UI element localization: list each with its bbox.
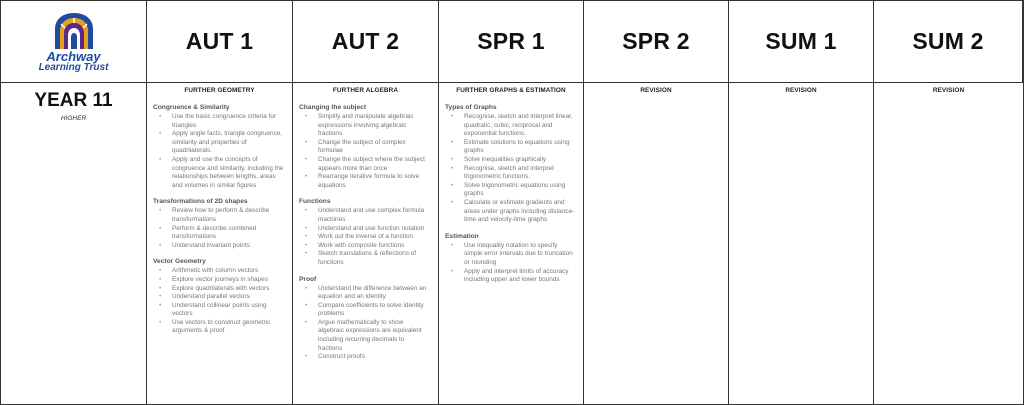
objective-item: • Understand and use function notation: [299, 225, 432, 234]
column-title: FURTHER GRAPHS & ESTIMATION: [456, 87, 566, 94]
archway-crest-icon: [51, 11, 97, 51]
objective-item: • Work with composite functions: [299, 242, 432, 251]
objective-item: • Explore vector journeys in shapes: [153, 276, 286, 285]
term-header-aut1: [147, 1, 293, 83]
topic-section: [153, 258, 286, 336]
objective-item: • Understand and use complex formula machines: [299, 207, 432, 224]
topic-heading: Functions: [299, 198, 331, 206]
objective-item: • Estimate solutions to equations using graphs: [445, 139, 577, 156]
topic-section: [153, 198, 286, 250]
term-header-sum2: [874, 1, 1023, 83]
topic-section: [153, 104, 286, 190]
objective-item: • Understand parallel vectors: [153, 293, 286, 302]
objective-item: • Understand the difference between an equation and an identity: [299, 285, 432, 302]
year-cell: [1, 83, 147, 404]
term-header-spr2: [584, 1, 729, 83]
column-title: REVISION: [640, 87, 672, 94]
term-label: SPR 1: [477, 28, 545, 54]
objective-item: • Perform & describe combined transformations: [153, 225, 286, 242]
term-column: [147, 83, 293, 404]
objective-item: • Arithmetic with column vectors: [153, 267, 286, 276]
objective-item: • Review how to perform & describe transformations: [153, 207, 286, 224]
objective-item: • Recognise, sketch and interpret linear, quadratic, cubic, reciprocal and exponential functions.: [445, 113, 577, 139]
topic-heading: Changing the subject: [299, 104, 367, 111]
objective-item: • Solve inequalities graphically: [445, 156, 577, 165]
objective-item: • Use inequality notation to specify simple error intervals due to truncation or rounding: [445, 242, 577, 268]
objective-list: [299, 207, 432, 267]
column-title: FURTHER GEOMETRY: [184, 87, 255, 94]
term-label: SPR 2: [622, 28, 690, 54]
objective-list: [153, 267, 286, 336]
objective-item: • Simplify and manipulate algebraic expressions involving algebraic fractions: [299, 113, 432, 139]
objective-item: • Explore quadrilaterals with vectors: [153, 285, 286, 294]
logo-text: [38, 48, 109, 73]
logo-line1: Archway: [46, 48, 101, 64]
objective-item: • Understand collinear points using vectors: [153, 302, 286, 319]
objective-item: • Change the subject of complex formulae: [299, 139, 432, 156]
topic-heading: Types of Graphs: [445, 104, 497, 111]
topic-section: [299, 276, 432, 362]
objective-item: • Use the basic congruence criteria for triangles: [153, 113, 286, 130]
topic-section: [299, 198, 432, 267]
term-label: SUM 2: [912, 28, 984, 54]
topic-section: [299, 104, 432, 190]
objective-item: • Solve trigonometric equations using graphs: [445, 182, 577, 199]
term-label: AUT 1: [185, 28, 254, 54]
topic-heading: Congruence & Similarity: [153, 104, 230, 111]
topic-heading: Proof: [299, 275, 317, 283]
column-title: REVISION: [932, 87, 965, 94]
term-column: [729, 83, 874, 404]
objective-list: [153, 207, 286, 250]
objective-item: • Recognise, sketch and interpret trigonometric functions.: [445, 165, 577, 182]
logo-line2: Learning Trust: [38, 61, 109, 73]
topic-heading: Transformations of 2D shapes: [153, 198, 248, 206]
term-column: [874, 83, 1023, 404]
objective-item: • Argue mathematically to show algebraic expressions are equivalent including recurring decimals to fractions: [299, 319, 432, 353]
term-header-sum1: [729, 1, 874, 83]
objective-item: • Apply and interpret limits of accuracy including upper and lower bounds: [445, 268, 577, 285]
objective-item: • Compare coefficients to solve identity problems: [299, 302, 432, 319]
objective-item: • Sketch translations & reflections of functions: [299, 250, 432, 267]
topic-section: [445, 104, 577, 225]
objective-item: • Apply and use the concepts of congruence and similarity, including the relationships between lengths, areas and volumes in similar figures: [153, 156, 286, 190]
year-subtitle: HIGHER: [60, 115, 87, 122]
term-header-spr1: [439, 1, 584, 83]
objective-item: • Construct proofs: [299, 353, 432, 362]
topic-heading: Estimation: [445, 232, 479, 240]
term-label: AUT 2: [331, 28, 400, 54]
logo-cell: [1, 1, 147, 83]
topic-section: [445, 233, 577, 285]
objective-item: • Apply angle facts, triangle congruence, similarity and properties of quadrilaterals.: [153, 130, 286, 156]
objective-item: • Use vectors to construct geometric arguments & proof: [153, 319, 286, 336]
term-column: [293, 83, 439, 404]
objective-list: [445, 242, 577, 285]
objective-item: • Calculate or estimate gradients and areas under graphs including distance-time and velocity-time graphs: [445, 199, 577, 225]
column-title: REVISION: [785, 87, 817, 94]
objective-list: [445, 113, 577, 225]
objective-item: • Understand invariant points: [153, 242, 286, 251]
objective-list: [299, 113, 432, 190]
term-column: [439, 83, 584, 404]
term-label: SUM 1: [765, 28, 837, 54]
objective-list: [153, 113, 286, 190]
term-column: [584, 83, 729, 404]
topic-heading: Vector Geometry: [153, 258, 206, 266]
term-header-aut2: [293, 1, 439, 83]
objective-list: [299, 285, 432, 362]
objective-item: • Rearrange iterative formula to solve equations: [299, 173, 432, 190]
objective-item: • Work out the inverse of a function: [299, 233, 432, 242]
column-title: FURTHER ALGEBRA: [332, 87, 399, 94]
objective-item: • Change the subject where the subject appears more than once: [299, 156, 432, 173]
year-title: YEAR 11: [34, 90, 113, 111]
